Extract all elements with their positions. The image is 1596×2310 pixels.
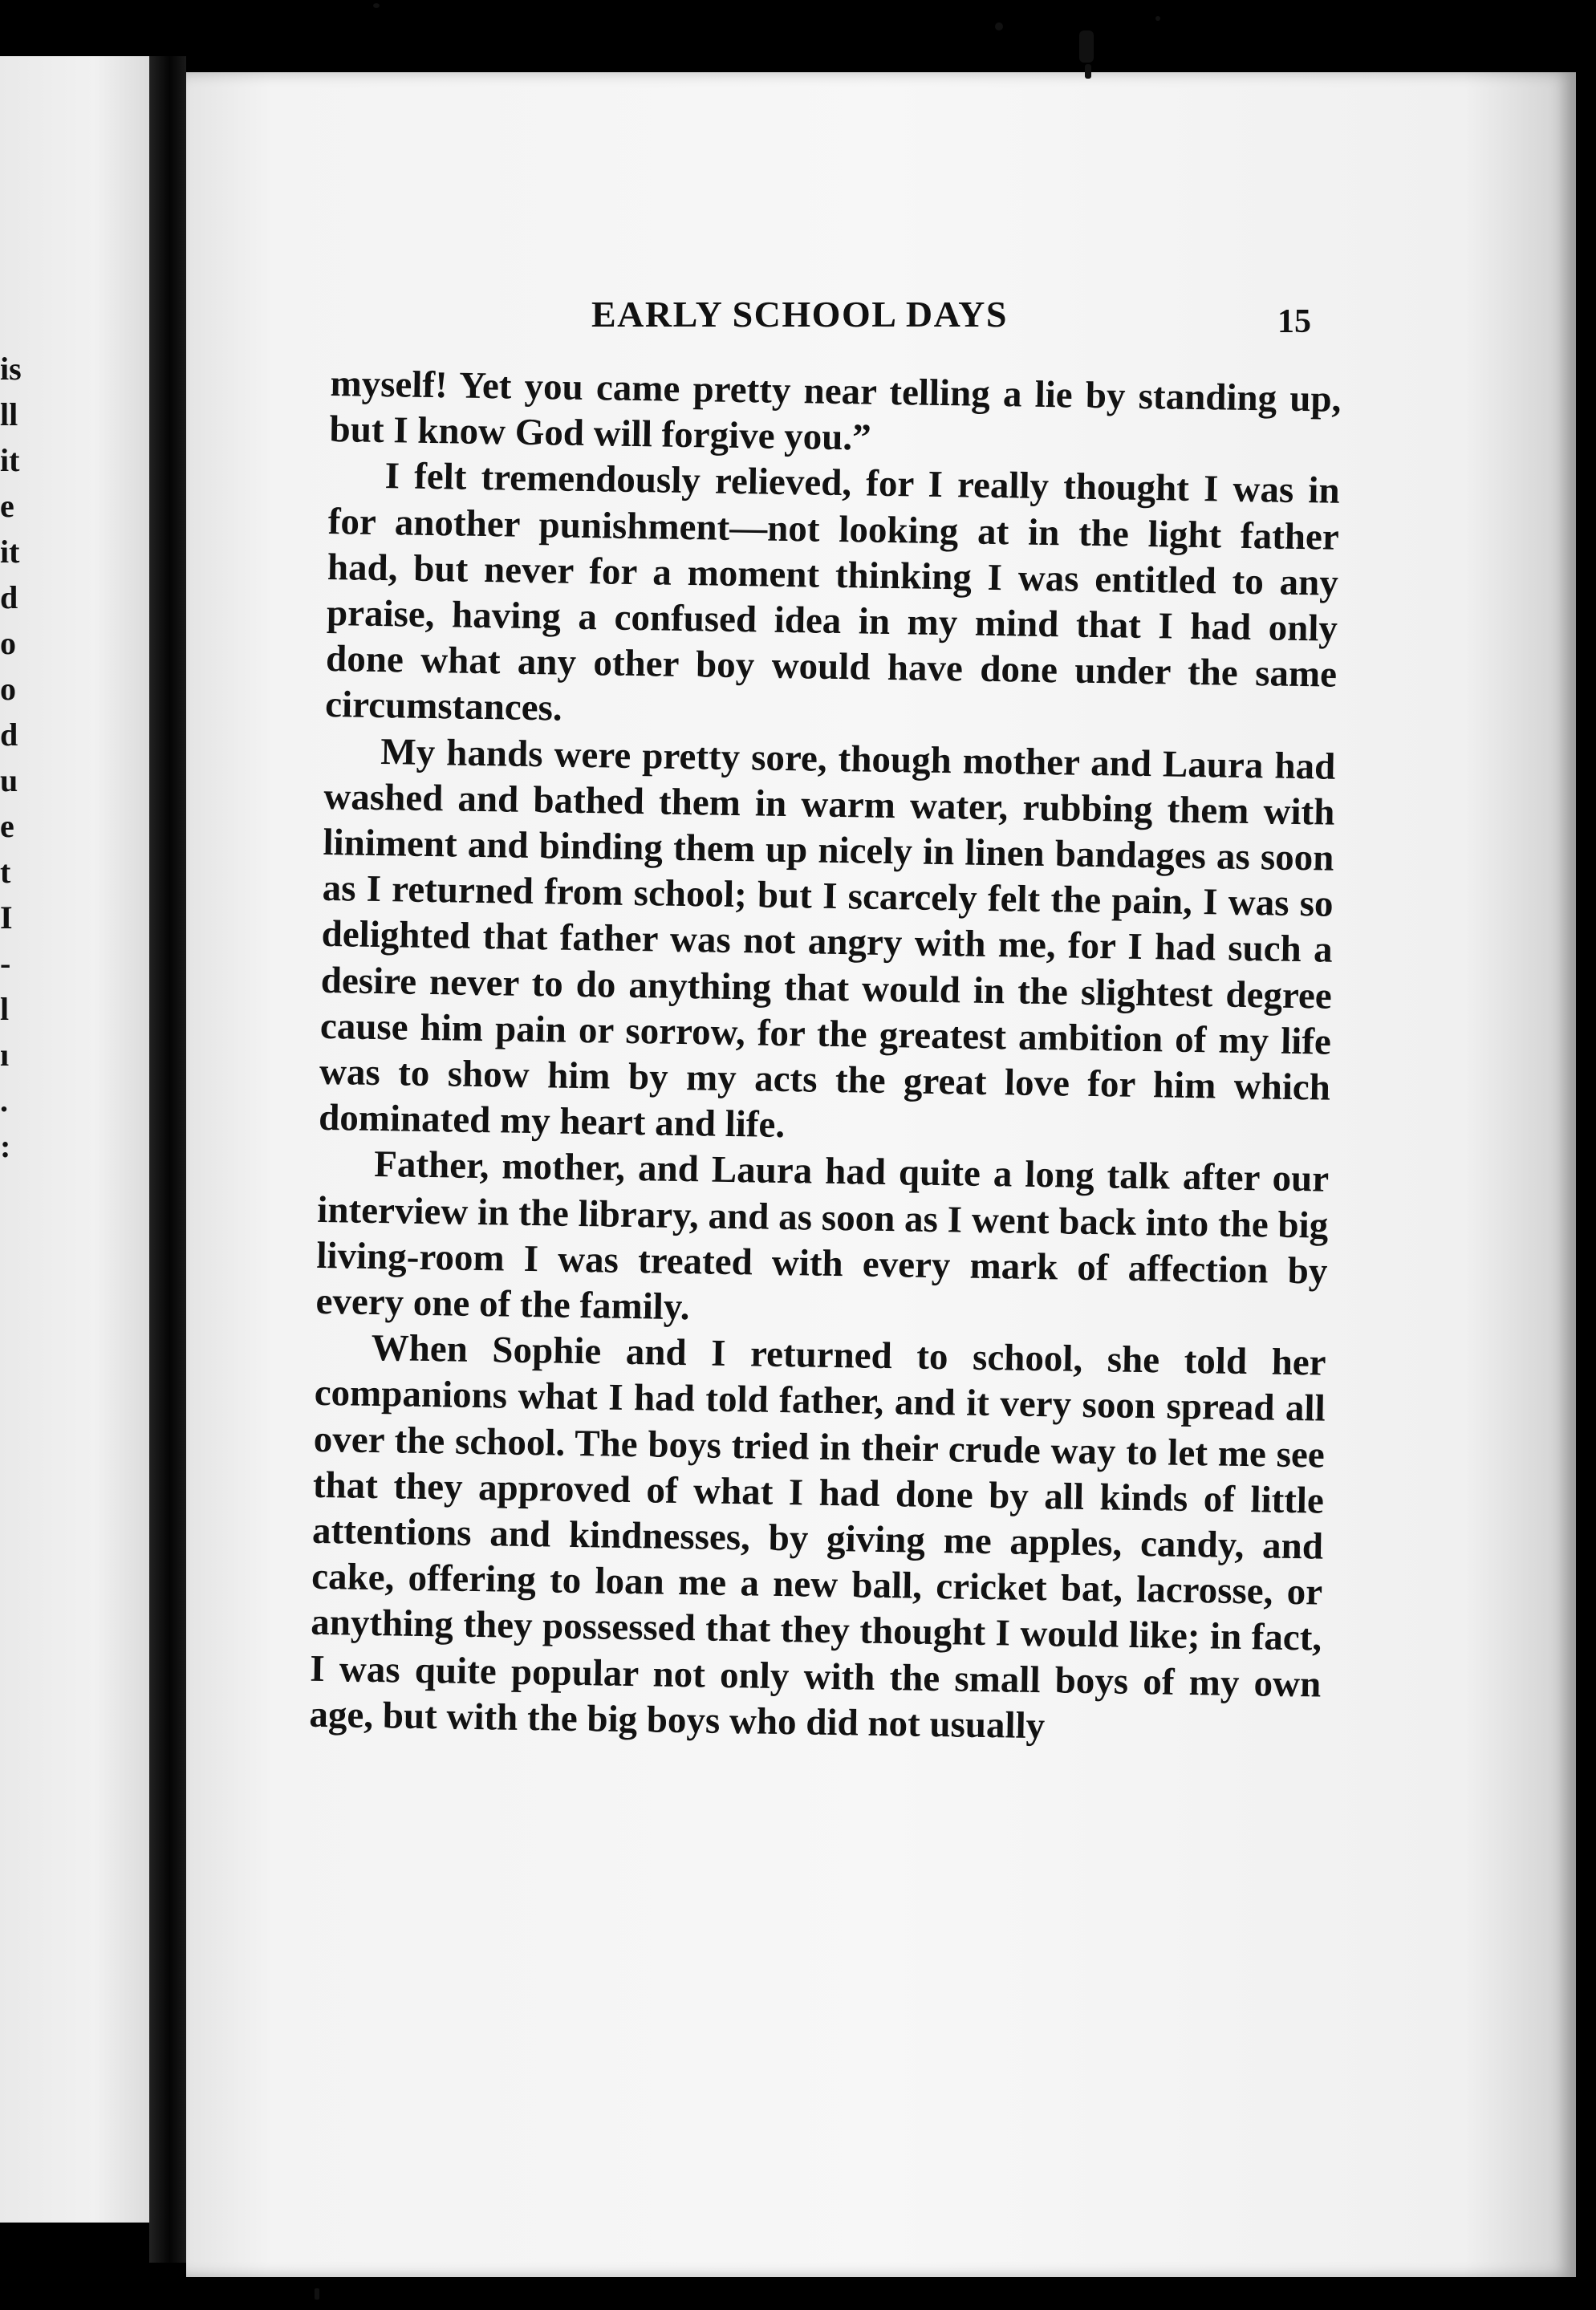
left-page-fragment: o [0, 671, 16, 707]
paragraph: My hands were pretty sore, though mother and Laura had washed and bathed them in warm water, rubbing them with liniment and binding them up nicely in linen bandages as soon as I returned from school; but I scarcely felt the pain, I was so delighted that father was not angry with me, for I had such a desire never to do anything that would in the slightest degree cause him pain or sorrow, for the greatest ambition of my life was to show him by my acts the great love for him which dominated my heart and life. [318, 730, 1336, 1147]
page-number: 15 [1277, 303, 1311, 340]
left-page-fragment: o [0, 625, 16, 661]
body-text [309, 361, 1342, 1754]
left-page-fragment: d [0, 717, 18, 753]
left-page-fragment: l [0, 991, 10, 1027]
left-page-fragment: ı [0, 1037, 10, 1073]
paragraph: When Sophie and I returned to school, she told her companions what I had told father, and it very soon spread all over the school. The boys tried in their crude way to let me see that they approved of what I had done by all kinds of little attentions and kindnesses, by giving me apples, candy, and cake, offering to loan me a new ball, cricket bat, lacrosse, or anything they possessed that they thought I would like; in fact, I was quite popular not only with the small boys of my own age, but with the big boys who did not usually [309, 1327, 1326, 1748]
left-page-fragment: I [0, 899, 13, 936]
paragraph: I felt tremendously relieved, for I really thought I was in for another punishment—not looking at in the light father had, but never for a moment thinking I was entitled to any praise, having a confused idea in my mind that I had only done what any other boy would have done under the same circumstances. [324, 455, 1341, 730]
left-page-fragment: e [0, 808, 14, 844]
left-page-fragment: . [0, 1082, 8, 1118]
left-facing-page [0, 56, 157, 2223]
left-page-fragment: ll [0, 396, 18, 432]
paragraph: Father, mother, and Laura had quite a long talk after our interview in the library, and as soon as I went back into the big living-room I was treated with every mark of affection by every one of the family. [315, 1143, 1330, 1329]
book-page [186, 72, 1576, 2277]
left-page-fragment: - [0, 945, 11, 981]
left-page-fragment: d [0, 579, 18, 615]
running-head: EARLY SCHOOL DAYS [591, 294, 1008, 335]
left-page-fragment: t [0, 854, 11, 890]
left-page-fragment: e [0, 488, 14, 524]
left-page-fragment: u [0, 762, 18, 798]
left-page-fragment: it [0, 442, 20, 478]
left-page-fragment: is [0, 351, 22, 387]
left-page-fragment: it [0, 534, 20, 570]
book-gutter [149, 56, 186, 2263]
paragraph: myself! Yet you came pretty near telling a lie by standing up, but I know God will forgive you.” [329, 362, 1342, 459]
page-header [186, 293, 1576, 341]
left-page-fragment: : [0, 1128, 11, 1164]
